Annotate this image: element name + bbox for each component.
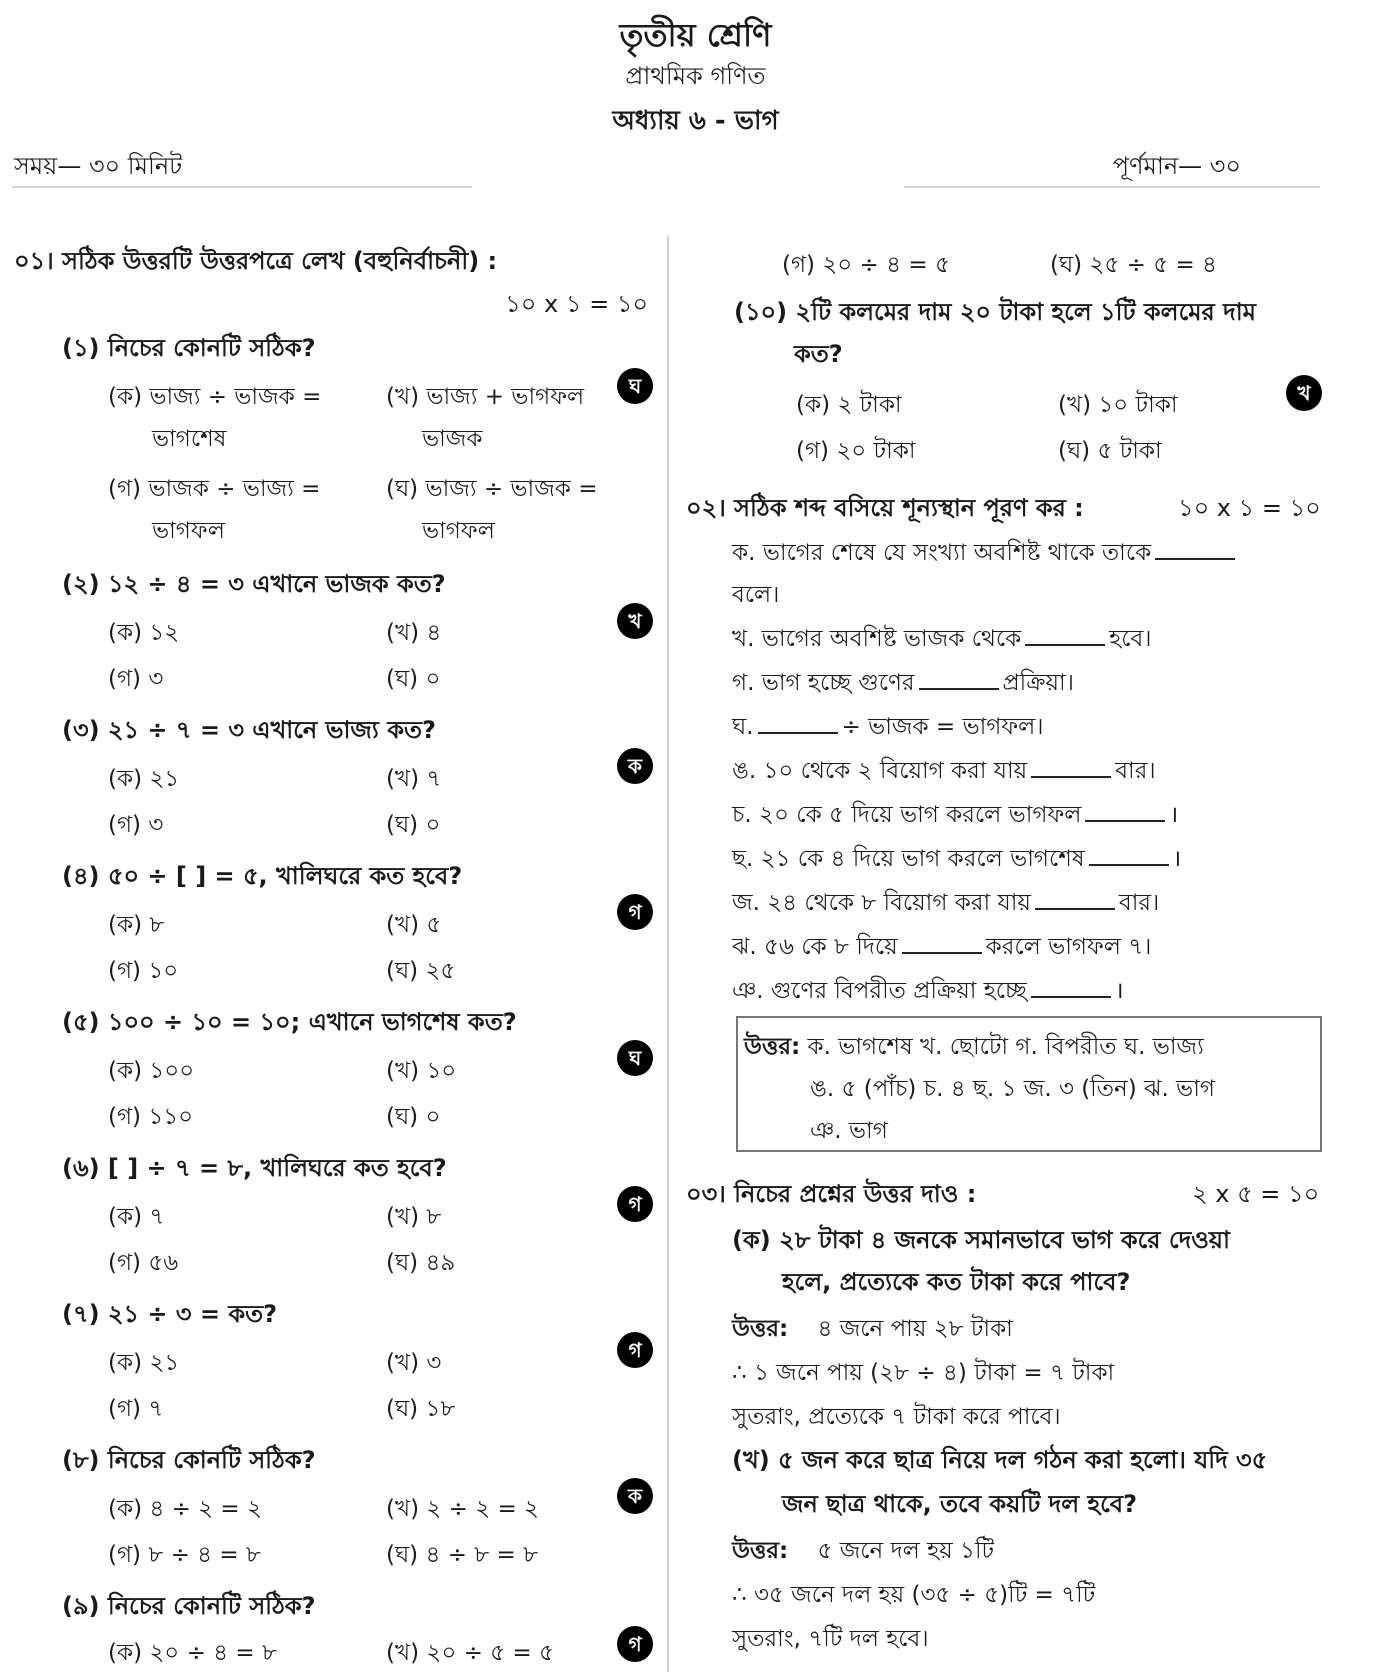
option-gha: (ঘ) ১৮ xyxy=(386,1396,456,1422)
blank-field[interactable] xyxy=(1035,907,1115,910)
answer-badge: ক xyxy=(617,1478,653,1514)
question-3-kha-cont: জন ছাত্র থাকে, তবে কয়টি দল হবে? xyxy=(782,1490,1138,1518)
option-gha: (ঘ) ৪৯ xyxy=(386,1250,456,1276)
answer-badge: গ xyxy=(617,1626,653,1662)
answer-box xyxy=(736,1016,1322,1152)
option-ga: (গ) ২০ টাকা xyxy=(796,438,916,464)
section3-marks: ২ x ৫ = ১০ xyxy=(1192,1180,1320,1208)
option-kha: (খ) ৮ xyxy=(386,1204,442,1230)
blank-field[interactable] xyxy=(919,687,999,690)
chapter-title: অধ্যায় ৬ - ভাগ xyxy=(612,106,779,136)
answer-line-1: উত্তর: ক. ভাগশেষ খ. ছোটো গ. বিপরীত ঘ. ভাজ্য xyxy=(744,1034,1204,1060)
fill-item-nga: ঙ. ১০ থেকে ২ বিয়োগ করা যায় বার। xyxy=(732,758,1156,784)
option-gha: (ঘ) ২৫ ÷ ৫ = ৪ xyxy=(1050,252,1217,278)
answer-badge: গ xyxy=(617,1186,653,1222)
fill-item-ka-cont: বলে। xyxy=(732,582,780,608)
section2-marks: ১০ x ১ = ১০ xyxy=(1178,494,1321,522)
answer-line-2: ঙ. ৫ (পাঁচ) চ. ৪ ছ. ১ জ. ৩ (তিন) ঝ. ভাগ xyxy=(810,1076,1215,1102)
option-kha: (খ) ২ ÷ ২ = ২ xyxy=(386,1496,540,1522)
answer-3-ka-1: উত্তর: ৪ জনে পায় ২৮ টাকা xyxy=(732,1316,1013,1342)
class-title: তৃতীয় শ্রেণি xyxy=(619,16,772,54)
full-marks-label: পূর্ণমান— ৩০ xyxy=(1112,152,1241,180)
divider-left xyxy=(12,186,472,188)
blank-field[interactable] xyxy=(1089,863,1169,866)
fill-item-jha: ঝ. ৫৬ কে ৮ দিয়ে করলে ভাগফল ৭। xyxy=(732,934,1152,960)
option-gha: (ঘ) ৫ টাকা xyxy=(1058,438,1162,464)
option-ka: (ক) ৭ xyxy=(108,1204,165,1230)
option-kha: (খ) ১০ xyxy=(386,1058,457,1084)
option-kha: (খ) ৩ xyxy=(386,1350,442,1376)
option-ga: (গ) ৫৬ xyxy=(108,1250,179,1276)
option-ga: (গ) ৮ ÷ ৪ = ৮ xyxy=(108,1542,261,1568)
question-5: (৫) ১০০ ÷ ১০ = ১০; এখানে ভাগশেষ কত? xyxy=(62,1008,517,1036)
option-ka: (ক) ৪ ÷ ২ = ২ xyxy=(108,1496,262,1522)
answer-3-kha-2: ∴ ৩৫ জনে দল হয় (৩৫ ÷ ৫)টি = ৭টি xyxy=(732,1582,1096,1608)
option-ka: (ক) ৮ xyxy=(108,912,165,938)
option-gha: (ঘ) ভাজ্য ÷ ভাজক = xyxy=(386,476,598,502)
blank-field[interactable] xyxy=(1085,819,1165,822)
answer-badge: খ xyxy=(1286,375,1322,411)
option-ga: (গ) ভাজক ÷ ভাজ্য = xyxy=(108,476,321,502)
option-ga: (গ) ৩ xyxy=(108,812,164,838)
option-gha-cont: ভাগফল xyxy=(422,518,495,544)
question-3-ka-cont: হলে, প্রত্যেকে কত টাকা করে পাবে? xyxy=(782,1268,1131,1296)
answer-3-ka-2: ∴ ১ জনে পায় (২৮ ÷ ৪) টাকা = ৭ টাকা xyxy=(732,1360,1115,1386)
option-gha: (ঘ) ০ xyxy=(386,812,441,838)
question-4: (৪) ৫০ ÷ [ ] = ৫, খালিঘরে কত হবে? xyxy=(62,862,463,890)
answer-badge: গ xyxy=(617,1332,653,1368)
option-gha: (ঘ) ০ xyxy=(386,1104,441,1130)
option-gha: (ঘ) ২৫ xyxy=(386,958,456,984)
answer-3-kha-1: উত্তর: ৫ জনে দল হয় ১টি xyxy=(732,1538,995,1564)
answer-label: উত্তর: xyxy=(732,1316,789,1342)
fill-item-gha: ঘ. ÷ ভাজক = ভাগফল। xyxy=(732,714,1044,740)
answer-line-3: ঞ. ভাগ xyxy=(810,1118,888,1144)
option-ka: (ক) ২ টাকা xyxy=(796,392,902,418)
time-label: সময়— ৩০ মিনিট xyxy=(14,152,183,180)
section1-title: ০১। সঠিক উত্তরটি উত্তরপত্রে লেখ (বহুনির্বাচনী) : xyxy=(14,247,498,275)
fill-item-cha: ছ. ২১ কে ৪ দিয়ে ভাগ করলে ভাগশেষ । xyxy=(732,846,1182,872)
option-kha: (খ) ২০ ÷ ৫ = ৫ xyxy=(386,1640,554,1666)
answer-3-kha-3: সুতরাং, ৭টি দল হবে। xyxy=(732,1626,929,1652)
option-kha: (খ) ৫ xyxy=(386,912,442,938)
fill-item-kha: খ. ভাগের অবশিষ্ট ভাজক থেকে হবে। xyxy=(732,626,1152,652)
answer-badge: খ xyxy=(617,603,653,639)
blank-field[interactable] xyxy=(1025,643,1105,646)
option-kha: (খ) ৭ xyxy=(386,766,442,792)
option-ga: (গ) ৭ xyxy=(108,1396,164,1422)
option-kha: (খ) ৪ xyxy=(386,620,442,646)
option-ga-cont: ভাগফল xyxy=(152,518,225,544)
blank-field[interactable] xyxy=(758,731,838,734)
option-kha-cont: ভাজক xyxy=(422,426,483,452)
column-divider xyxy=(667,236,669,1672)
option-ka: (ক) ভাজ্য ÷ ভাজক = xyxy=(108,384,322,410)
option-ka: (ক) ২১ xyxy=(108,766,180,792)
answer-badge: গ xyxy=(617,894,653,930)
fill-item-ca: চ. ২০ কে ৫ দিয়ে ভাগ করলে ভাগফল । xyxy=(732,802,1179,828)
question-9: (৯) নিচের কোনটি সঠিক? xyxy=(62,1592,316,1620)
option-kha: (খ) ১০ টাকা xyxy=(1058,392,1178,418)
option-ka-cont: ভাগশেষ xyxy=(152,426,227,452)
option-ga: (গ) ৩ xyxy=(108,666,164,692)
blank-field[interactable] xyxy=(1031,995,1111,998)
option-ga: (গ) ১০ xyxy=(108,958,179,984)
option-ka: (ক) ২১ xyxy=(108,1350,180,1376)
question-3: (৩) ২১ ÷ ৭ = ৩ এখানে ভাজ্য কত? xyxy=(62,716,436,744)
question-3-ka: (ক) ২৮ টাকা ৪ জনকে সমানভাবে ভাগ করে দেওয়া xyxy=(732,1226,1230,1254)
answer-3-ka-3: সুতরাং, প্রত্যেকে ৭ টাকা করে পাবে। xyxy=(732,1404,1061,1430)
question-6: (৬) [ ] ÷ ৭ = ৮, খালিঘরে কত হবে? xyxy=(62,1154,447,1182)
option-gha: (ঘ) ০ xyxy=(386,666,441,692)
section3-title: ০৩। নিচের প্রশ্নের উত্তর দাও : xyxy=(686,1180,977,1208)
answer-badge: ঘ xyxy=(617,368,653,404)
question-1: (১) নিচের কোনটি সঠিক? xyxy=(62,334,316,362)
blank-field[interactable] xyxy=(902,951,982,954)
blank-field[interactable] xyxy=(1155,557,1235,560)
answer-badge: ঘ xyxy=(617,1040,653,1076)
question-10: (১০) ২টি কলমের দাম ২০ টাকা হলে ১টি কলমের দাম xyxy=(734,298,1256,326)
divider-right xyxy=(904,186,1320,188)
question-2: (২) ১২ ÷ ৪ = ৩ এখানে ভাজক কত? xyxy=(62,570,446,598)
question-8: (৮) নিচের কোনটি সঠিক? xyxy=(62,1446,316,1474)
option-ka: (ক) ২০ ÷ ৪ = ৮ xyxy=(108,1640,277,1666)
question-10-cont: কত? xyxy=(794,340,843,368)
fill-item-nya: ঞ. গুণের বিপরীত প্রক্রিয়া হচ্ছে । xyxy=(732,978,1124,1004)
question-7: (৭) ২১ ÷ ৩ = কত? xyxy=(62,1300,278,1328)
subject-title: প্রাথমিক গণিত xyxy=(625,62,766,90)
option-gha: (ঘ) ৪ ÷ ৮ = ৮ xyxy=(386,1542,539,1568)
option-ka: (ক) ১২ xyxy=(108,620,180,646)
blank-field[interactable] xyxy=(1031,775,1111,778)
answer-badge: ক xyxy=(617,748,653,784)
question-3-kha: (খ) ৫ জন করে ছাত্র নিয়ে দল গঠন করা হলো। যদি ৩৫ xyxy=(732,1446,1268,1474)
fill-item-ga: গ. ভাগ হচ্ছে গুণের প্রক্রিয়া। xyxy=(732,670,1074,696)
fill-item-ja: জ. ২৪ থেকে ৮ বিয়োগ করা যায় বার। xyxy=(732,890,1160,916)
option-kha: (খ) ভাজ্য + ভাগফল xyxy=(386,384,585,410)
fill-item-ka: ক. ভাগের শেষে যে সংখ্যা অবশিষ্ট থাকে তাকে xyxy=(732,534,1239,573)
section2-title: ০২। সঠিক শব্দ বসিয়ে শূন্যস্থান পূরণ কর : xyxy=(686,494,1084,522)
answer-label: উত্তর: xyxy=(744,1034,801,1060)
answer-label: উত্তর: xyxy=(732,1538,789,1564)
option-ga: (গ) ২০ ÷ ৪ = ৫ xyxy=(782,252,950,278)
option-ka: (ক) ১০০ xyxy=(108,1058,195,1084)
option-ga: (গ) ১১০ xyxy=(108,1104,194,1130)
section1-marks: ১০ x ১ = ১০ xyxy=(505,290,648,318)
